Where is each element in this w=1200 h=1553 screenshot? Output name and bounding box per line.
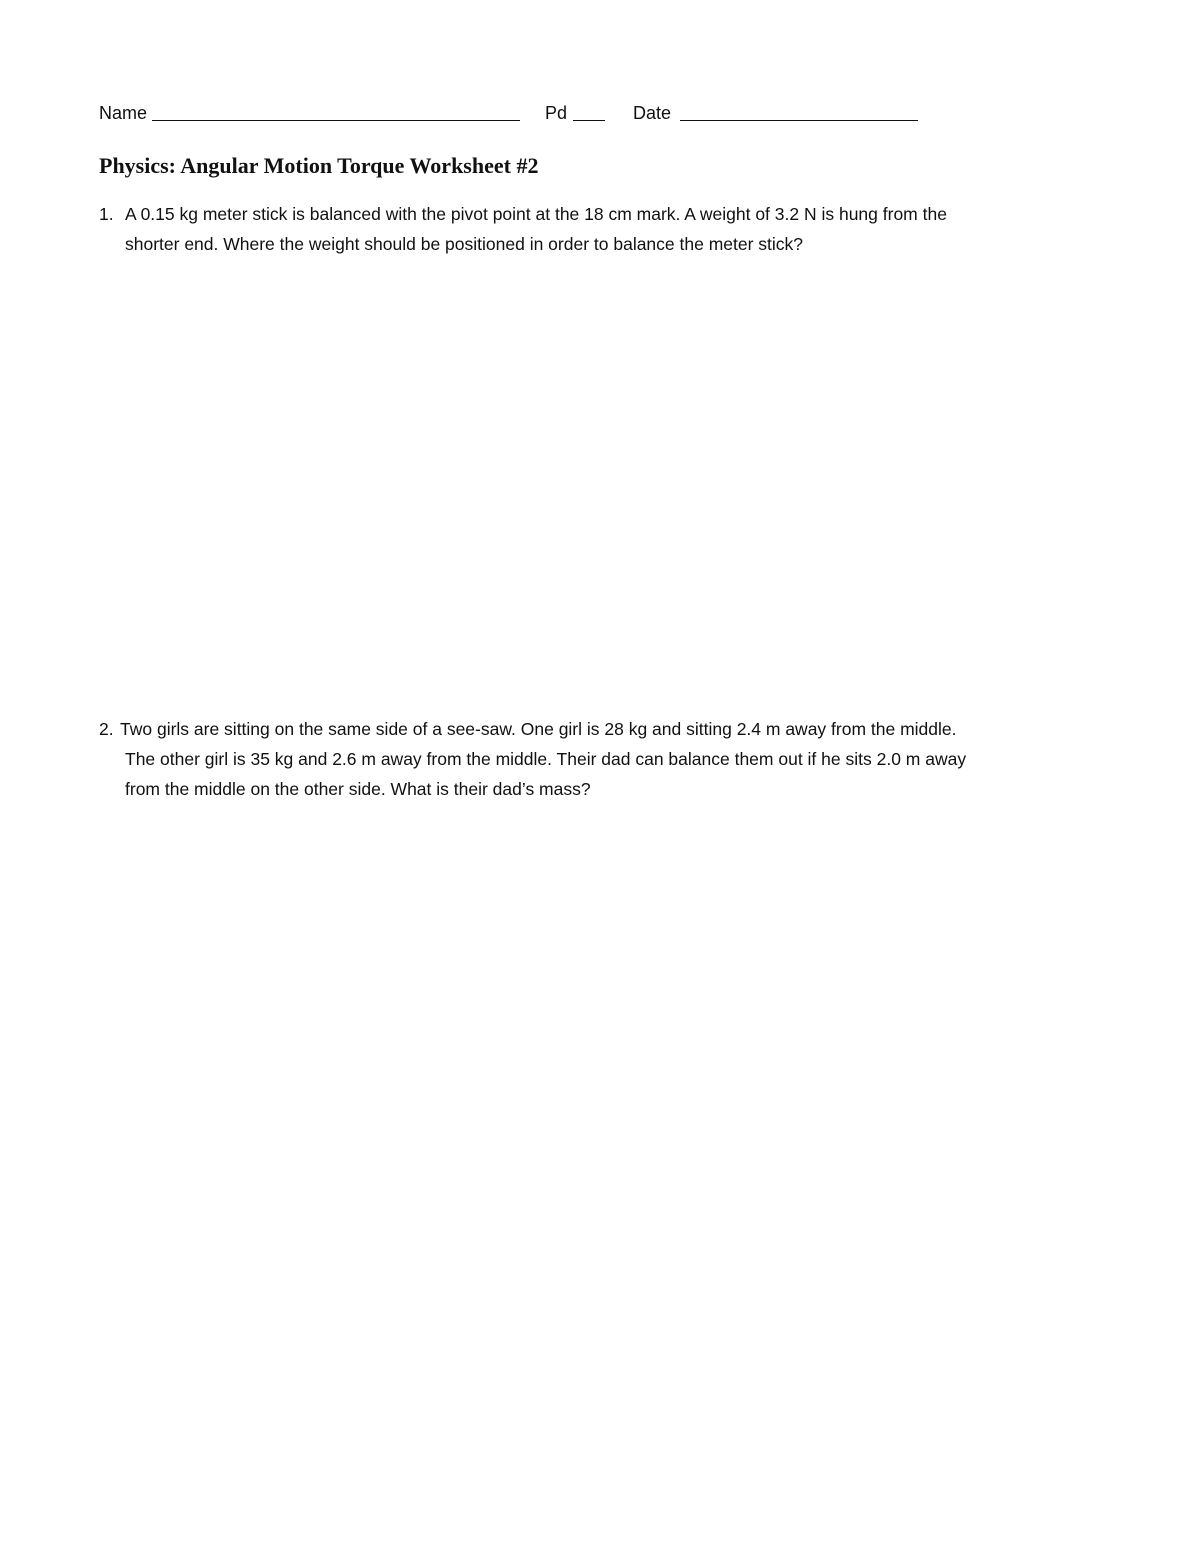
question-text: [125, 199, 1089, 259]
question-line: The other girl is 35 kg and 2.6 m away from the middle. Their dad can balance them out if he sits 2.0 m away: [125, 749, 967, 769]
date-blank: [680, 120, 918, 121]
question-line: from the middle on the other side. What is their dad’s mass?: [125, 779, 591, 799]
date-label: Date: [633, 103, 672, 123]
question-line: Two girls are sitting on the same side of a see-saw. One girl is 28 kg and sitting 2.4 m away from the middle.: [120, 719, 957, 739]
worksheet-title: Physics: Angular Motion Torque Worksheet #2: [99, 153, 539, 178]
question-number: 1.: [99, 204, 114, 224]
question-line: A 0.15 kg meter stick is balanced with the pivot point at the 18 cm mark. A weight of 3.2 N is hung from the: [125, 204, 947, 224]
question-line: shorter end. Where the weight should be positioned in order to balance the meter stick?: [125, 234, 804, 254]
question-text: [120, 714, 1089, 804]
question-number: 2.: [99, 719, 114, 739]
name-label: Name: [99, 103, 148, 123]
student-info-header: [99, 100, 929, 126]
pd-label: Pd: [545, 103, 568, 123]
name-blank: [152, 120, 520, 121]
pd-blank: [573, 120, 605, 121]
